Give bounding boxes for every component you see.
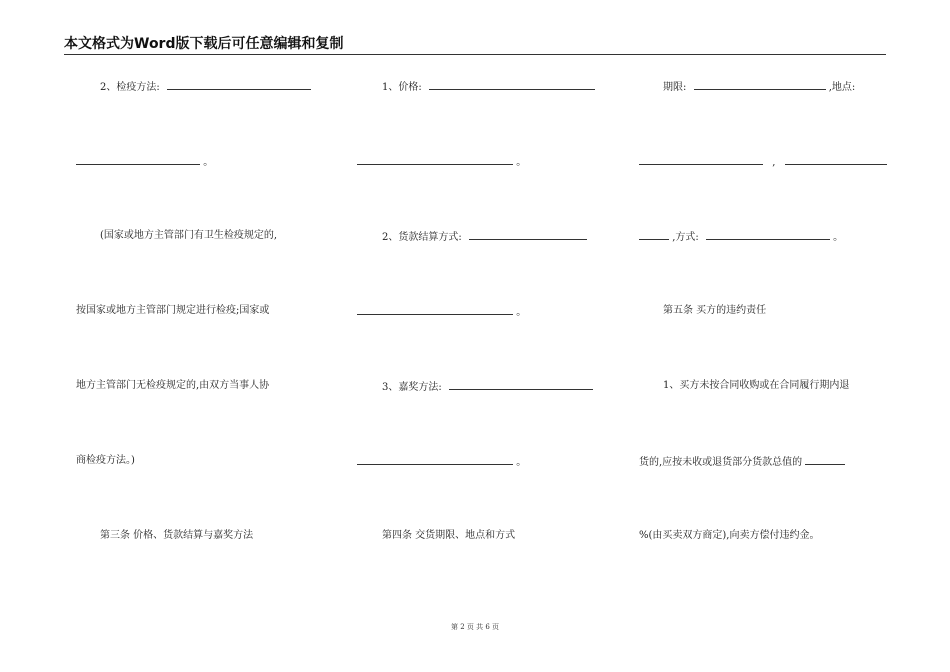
payment-method-label: 2、货款结算方式: bbox=[382, 232, 462, 243]
col2-line-5 bbox=[382, 379, 593, 395]
inspection-method-label: 2、检疫方法: bbox=[100, 82, 160, 93]
col3-line-6 bbox=[639, 454, 845, 470]
penalty-rate-text: 货的,应按未收或退货部分货款总值的 bbox=[639, 457, 803, 468]
delivery-place-label: ,地点: bbox=[828, 82, 856, 93]
reward-method-blank bbox=[449, 379, 593, 390]
col1-line-5: 地方主管部门无检疫规定的,由双方当事人协 bbox=[76, 380, 270, 391]
col1-line-1 bbox=[100, 79, 311, 95]
article-3-heading: 第三条 价格、货款结算与嘉奖方法 bbox=[100, 530, 254, 541]
period-mark: 。 bbox=[203, 157, 214, 168]
period-mark: 。 bbox=[516, 307, 527, 318]
period-mark: 。 bbox=[516, 457, 527, 468]
article-4-heading: 第四条 交货期限、地点和方式 bbox=[382, 530, 516, 541]
comma-mark: , bbox=[772, 157, 776, 168]
delivery-place-blank-3 bbox=[639, 229, 669, 240]
delivery-mode-blank bbox=[706, 229, 830, 240]
document-header: 本文格式为Word版下载后可任意编辑和复制 bbox=[64, 34, 886, 55]
col2-line-2 bbox=[357, 154, 526, 170]
payment-method-blank bbox=[469, 229, 587, 240]
delivery-place-blank bbox=[639, 154, 763, 165]
reward-method-label: 3、嘉奖方法: bbox=[382, 382, 442, 393]
period-mark: 。 bbox=[516, 157, 527, 168]
col2-line-3 bbox=[382, 229, 587, 245]
col3-line-7: %(由买卖双方商定),向卖方偿付违约金。 bbox=[639, 530, 820, 541]
col1-line-2 bbox=[76, 154, 213, 170]
inspection-method-blank-2 bbox=[76, 154, 200, 165]
delivery-place-blank-2 bbox=[785, 154, 887, 165]
price-label: 1、价格: bbox=[382, 82, 422, 93]
col2-line-6 bbox=[357, 454, 526, 470]
reward-method-blank-2 bbox=[357, 454, 513, 465]
col3-line-1 bbox=[663, 79, 855, 95]
delivery-mode-label: ,方式: bbox=[672, 232, 699, 243]
delivery-period-label: 期限: bbox=[663, 82, 687, 93]
delivery-period-blank bbox=[694, 79, 826, 90]
col1-line-3: (国家或地方主管部门有卫生检疫规定的, bbox=[100, 230, 278, 241]
article-5-heading: 第五条 买方的违约责任 bbox=[663, 305, 767, 316]
penalty-rate-blank bbox=[805, 454, 845, 465]
inspection-method-blank bbox=[167, 79, 311, 90]
col2-line-4 bbox=[357, 304, 526, 320]
col3-line-3 bbox=[639, 229, 843, 245]
page-number: 第 2 页 共 6 页 bbox=[450, 623, 500, 631]
col3-line-2 bbox=[639, 154, 887, 170]
col2-line-1 bbox=[382, 79, 595, 95]
price-blank bbox=[429, 79, 595, 90]
period-mark: 。 bbox=[833, 232, 844, 243]
col3-line-5: 1、买方未按合同收购或在合同履行期内退 bbox=[663, 380, 850, 391]
price-blank-2 bbox=[357, 154, 513, 165]
col1-line-6: 商检疫方法。) bbox=[76, 455, 135, 466]
col1-line-4: 按国家或地方主管部门规定进行检疫;国家或 bbox=[76, 305, 270, 316]
payment-method-blank-2 bbox=[357, 304, 513, 315]
